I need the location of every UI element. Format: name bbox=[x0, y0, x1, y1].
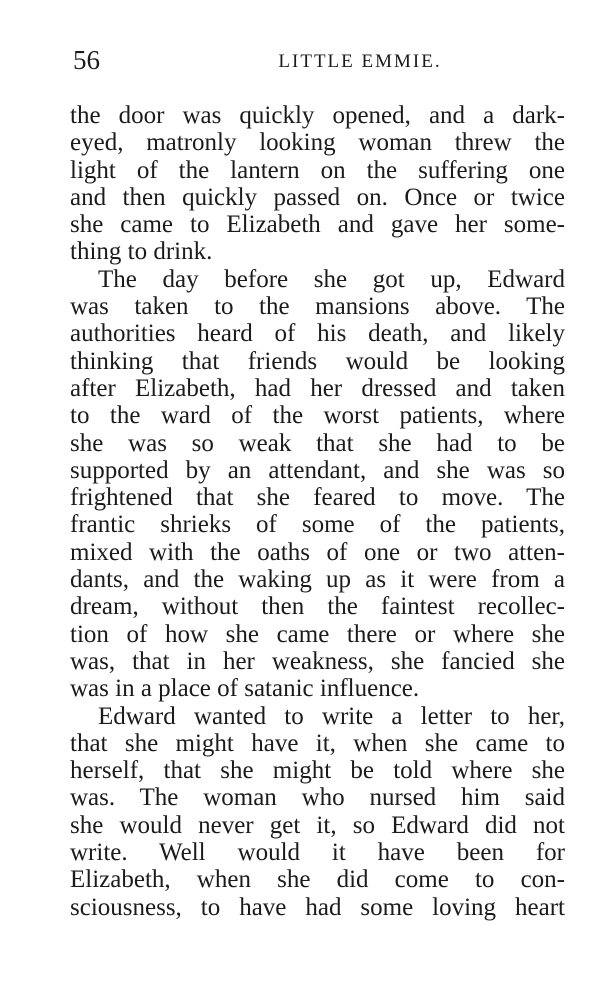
text-line: The day before she got up, Edward bbox=[98, 265, 565, 293]
text-line: the door was quickly opened, and a dark- bbox=[70, 102, 565, 129]
text-line: to the ward of the worst patients, where bbox=[70, 402, 565, 430]
page-header bbox=[73, 40, 567, 80]
text-line: after Elizabeth, had her dressed and taken bbox=[70, 374, 565, 402]
text-line: eyed, matronly looking woman threw the bbox=[70, 129, 565, 157]
text-line: light of the lantern on the suffering one bbox=[70, 156, 565, 184]
body-text bbox=[70, 102, 565, 921]
text-line: frightened that she feared to move. The bbox=[70, 484, 565, 512]
text-line: tion of how she came there or where she bbox=[70, 620, 565, 648]
text-line: supported by an attendant, and she was so bbox=[70, 456, 565, 484]
text-line: was in a place of satanic influence. bbox=[70, 675, 420, 703]
text-line: sciousness, to have had some loving heart bbox=[70, 893, 565, 921]
text-line: and then quickly passed on. Once or twice bbox=[70, 183, 565, 211]
text-line: herself, that she might be told where she bbox=[70, 757, 565, 785]
text-line: thing to drink. bbox=[70, 238, 213, 266]
text-line: was taken to the mansions above. The bbox=[70, 293, 565, 321]
text-line: authorities heard of his death, and likely bbox=[70, 320, 565, 348]
text-line: she came to Elizabeth and gave her some- bbox=[70, 211, 565, 239]
text-line: mixed with the oaths of one or two atten- bbox=[70, 538, 565, 566]
text-line: was, that in her weakness, she fancied she bbox=[70, 647, 565, 675]
text-line: frantic shrieks of some of the patients, bbox=[70, 511, 565, 539]
running-title: LITTLE EMMIE. bbox=[278, 51, 442, 72]
text-line: write. Well would it have been for bbox=[70, 839, 565, 867]
text-line: dream, without then the faintest recollec- bbox=[70, 593, 565, 621]
paragraph-2 bbox=[70, 266, 565, 703]
paragraph-3 bbox=[70, 703, 565, 921]
text-line: Edward wanted to write a letter to her, bbox=[98, 702, 565, 730]
paragraph-1 bbox=[70, 102, 565, 266]
text-line: thinking that friends would be looking bbox=[70, 347, 565, 375]
text-line: she was so weak that she had to be bbox=[70, 429, 565, 457]
text-line: she would never get it, so Edward did not bbox=[70, 811, 565, 839]
text-line: Elizabeth, when she did come to con- bbox=[70, 866, 565, 894]
page-number: 56 bbox=[73, 45, 100, 75]
text-line: dants, and the waking up as it were from a bbox=[70, 566, 565, 594]
text-line: was. The woman who nursed him said bbox=[70, 784, 565, 812]
text-line: that she might have it, when she came to bbox=[70, 729, 565, 757]
